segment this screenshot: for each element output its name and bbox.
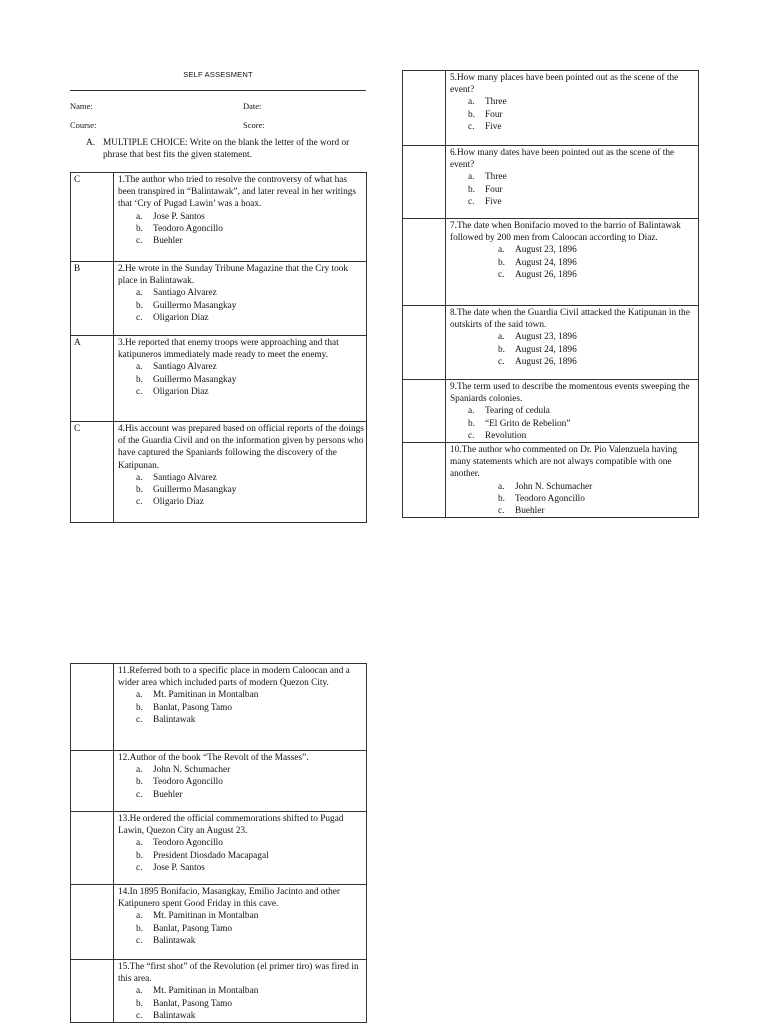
date-label: Date: xyxy=(243,101,262,111)
option-c: c. Balintawak xyxy=(136,714,196,725)
question-text: 4.His account was prepared based on official reports of the doings of the Guardia Civil and on the information given by persons who have captured the Spaniards following the discovery of the Katipunan. xyxy=(118,424,364,471)
question-cell xyxy=(114,812,367,885)
option-a: a. Tearing of cedula xyxy=(468,406,550,417)
question-row xyxy=(403,146,699,219)
instruction-text: MULTIPLE CHOICE: Write on the blank the letter of the word or phrase that best fits the given statement. xyxy=(103,138,350,161)
options-list xyxy=(118,837,364,874)
option-b: b. “El Grito de Rebelion” xyxy=(468,418,571,429)
option-a: a. August 23, 1896 xyxy=(498,245,577,256)
option-c: c. Oligario Diaz xyxy=(136,497,204,508)
question-row xyxy=(71,173,367,262)
option-b: b. Banlat, Pasong Tamo xyxy=(136,998,232,1009)
question-row xyxy=(71,336,367,422)
question-text: 10.The author who commented on Dr. Pio Valenzuela having many statements which are not always compatible with one another. xyxy=(450,445,678,480)
option-a: a. Teodoro Agoncillo xyxy=(136,838,223,849)
answer-blank[interactable] xyxy=(403,146,446,219)
answer-blank[interactable] xyxy=(71,812,114,885)
question-cell xyxy=(114,960,367,1023)
option-c: c. Jose P. Santos xyxy=(136,862,205,873)
answer-blank[interactable] xyxy=(71,885,114,960)
options-list xyxy=(450,96,696,133)
answer-blank[interactable]: C xyxy=(71,173,114,262)
question-text: 11.Referred both to a specific place in modern Caloocan and a wider area which included parts of modern Quezon City. xyxy=(118,666,350,689)
options-list xyxy=(118,472,364,509)
options-list xyxy=(118,211,364,248)
option-b: b. Guillermo Masangkay xyxy=(136,485,237,496)
question-row xyxy=(403,219,699,306)
question-cell xyxy=(114,173,367,262)
question-row xyxy=(71,422,367,523)
answer-blank[interactable] xyxy=(403,443,446,518)
header-divider xyxy=(70,90,366,91)
options-list xyxy=(450,405,696,442)
option-a: a. Jose P. Santos xyxy=(136,211,205,222)
instruction-label: A. xyxy=(86,138,96,148)
question-row xyxy=(71,812,367,885)
question-cell xyxy=(446,380,699,443)
option-c: c. Balintawak xyxy=(136,1010,196,1021)
question-cell xyxy=(114,422,367,523)
question-cell xyxy=(446,71,699,146)
question-cell xyxy=(114,664,367,751)
option-c: c. Buehler xyxy=(136,236,183,247)
answer-blank[interactable] xyxy=(403,380,446,443)
option-a: a. John N. Schumacher xyxy=(498,481,593,492)
question-text: 14.In 1895 Bonifacio, Masangkay, Emilio Jacinto and other Katipunero spent Good Friday in this cave. xyxy=(118,887,340,910)
question-row xyxy=(403,71,699,146)
question-text: 6.How many dates have been pointed out as the scene of the event? xyxy=(450,148,675,171)
option-a: a. John N. Schumacher xyxy=(136,765,231,776)
option-b: b. Four xyxy=(468,184,503,195)
option-a: a. Santiago Alvarez xyxy=(136,472,217,483)
option-b: b. Four xyxy=(468,109,503,120)
question-row xyxy=(403,443,699,518)
question-cell xyxy=(446,306,699,380)
score-label: Score: xyxy=(243,120,265,130)
option-c: c. Oligarion Diaz xyxy=(136,386,209,397)
options-list xyxy=(450,331,696,368)
question-table-left xyxy=(70,172,367,523)
option-b: b. Teodoro Agoncillo xyxy=(136,777,223,788)
options-list xyxy=(118,689,364,726)
instruction xyxy=(86,137,366,161)
option-c: c. Five xyxy=(468,121,502,132)
answer-blank[interactable] xyxy=(71,664,114,751)
answer-blank[interactable]: B xyxy=(71,262,114,336)
options-list xyxy=(118,361,364,398)
course-label: Course: xyxy=(70,120,97,130)
option-c: c. Balintawak xyxy=(136,935,196,946)
question-text: 12.Author of the book “The Revolt of the Masses”. xyxy=(118,753,309,763)
question-cell xyxy=(114,336,367,422)
option-b: b. August 24, 1896 xyxy=(498,257,577,268)
question-row xyxy=(403,380,699,443)
question-text: 9.The term used to describe the momentous events sweeping the Spaniards colonies. xyxy=(450,382,690,405)
question-row xyxy=(403,306,699,380)
question-text: 8.The date when the Guardia Civil attacked the Katipunan in the outskirts of the said town. xyxy=(450,308,690,331)
option-b: b. Banlat, Pasong Tamo xyxy=(136,702,232,713)
question-row xyxy=(71,885,367,960)
option-c: c. Revolution xyxy=(468,430,527,441)
option-b: b. President Diosdado Macapagal xyxy=(136,850,269,861)
question-cell xyxy=(114,751,367,812)
option-b: b. Guillermo Masangkay xyxy=(136,374,237,385)
option-c: c. Oligarion Diaz xyxy=(136,312,209,323)
option-c: c. Buehler xyxy=(136,789,183,800)
option-c: c. August 26, 1896 xyxy=(498,356,577,367)
option-c: c. August 26, 1896 xyxy=(498,269,577,280)
options-list xyxy=(450,244,696,281)
option-a: a. August 23, 1896 xyxy=(498,332,577,343)
answer-blank[interactable] xyxy=(403,219,446,306)
option-a: a. Mt. Pamitinan in Montalban xyxy=(136,690,259,701)
question-cell xyxy=(446,219,699,306)
option-c: c. Buehler xyxy=(498,506,545,517)
question-cell xyxy=(446,146,699,219)
option-a: a. Three xyxy=(468,172,507,183)
answer-blank[interactable] xyxy=(71,960,114,1023)
option-b: b. August 24, 1896 xyxy=(498,344,577,355)
option-a: a. Three xyxy=(468,97,507,108)
option-a: a. Mt. Pamitinan in Montalban xyxy=(136,986,259,997)
answer-blank[interactable] xyxy=(71,751,114,812)
options-list xyxy=(450,171,696,208)
question-text: 1.The author who tried to resolve the controversy of what has been transpired in “Balintawak”, and later reveal in her writings that ‘Cry of Pugad Lawin’ was a hoax. xyxy=(118,175,357,210)
question-table-right xyxy=(402,70,699,518)
options-list xyxy=(450,481,696,518)
question-row xyxy=(71,664,367,751)
question-text: 7.The date when Bonifacio moved to the barrio of Balintawak followed by 200 men from Caloocan according to Diaz. xyxy=(450,221,681,244)
question-cell xyxy=(114,885,367,960)
answer-blank[interactable] xyxy=(403,71,446,146)
option-c: c. Five xyxy=(468,196,502,207)
worksheet-title: SELF ASSESMENT xyxy=(183,70,253,79)
options-list xyxy=(118,910,364,947)
name-label: Name: xyxy=(70,101,93,111)
answer-blank[interactable]: A xyxy=(71,336,114,422)
option-a: a. Santiago Alvarez xyxy=(136,362,217,373)
option-b: b. Teodoro Agoncillo xyxy=(136,223,223,234)
options-list xyxy=(118,287,364,324)
question-row xyxy=(71,960,367,1023)
question-row xyxy=(71,751,367,812)
option-a: a. Mt. Pamitinan in Montalban xyxy=(136,911,259,922)
question-text: 3.He reported that enemy troops were approaching and that katipuneros immediately made ready to meet the enemy. xyxy=(118,338,339,361)
answer-blank[interactable] xyxy=(403,306,446,380)
option-b: b. Teodoro Agoncillo xyxy=(498,493,585,504)
question-cell xyxy=(446,443,699,518)
options-list xyxy=(118,985,364,1022)
option-b: b. Banlat, Pasong Tamo xyxy=(136,923,232,934)
question-row xyxy=(71,262,367,336)
answer-blank[interactable]: C xyxy=(71,422,114,523)
question-text: 2.He wrote in the Sunday Tribune Magazine that the Cry took place in Balintawak. xyxy=(118,264,349,287)
question-text: 15.The “first shot” of the Revolution (el primer tiro) was fired in this area. xyxy=(118,962,359,985)
option-b: b. Guillermo Masangkay xyxy=(136,300,237,311)
question-text: 5.How many places have been pointed out as the scene of the event? xyxy=(450,73,679,96)
question-table-bottom xyxy=(70,663,367,1023)
question-cell xyxy=(114,262,367,336)
options-list xyxy=(118,764,364,801)
question-text: 13.He ordered the official commemorations shifted to Pugad Lawin, Quezon City an August 23. xyxy=(118,814,344,837)
option-a: a. Santiago Alvarez xyxy=(136,288,217,299)
